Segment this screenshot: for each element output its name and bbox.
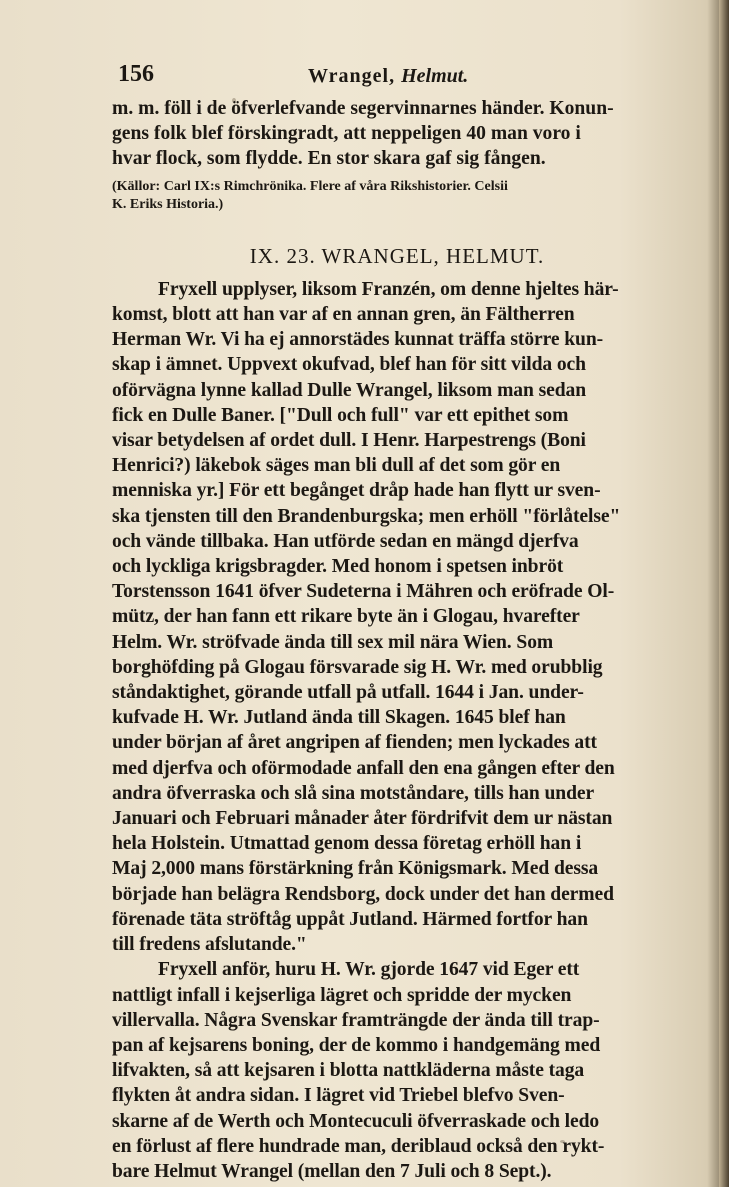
- text-line: mütz, der han fann ett rikare byte än i Glogau, hvarefter: [112, 606, 580, 628]
- text-line: Fryxell anför, huru H. Wr. gjorde 1647 vid Eger ett: [158, 959, 580, 981]
- source-line: (Källor: Carl IX:s Rimchrönika. Flere af våra Rikshistorier. Celsii: [112, 178, 508, 194]
- sources-note: [112, 178, 682, 214]
- text-line: Fryxell upplyser, liksom Franzén, om denne hjeltes här-: [158, 278, 619, 300]
- text-line: pan af kejsarens boning, der de kommo i handgemäng med: [112, 1034, 601, 1056]
- chapter-heading: IX. 23. WRANGEL, HELMUT.: [249, 243, 545, 268]
- text-line: oförvägna lynne kallad Dulle Wrangel, liksom man sedan: [112, 379, 586, 401]
- text-line: ståndaktighet, görande utfall på utfall. 1644 i Jan. under-: [112, 682, 584, 704]
- page-text: [112, 62, 682, 1184]
- text-line: skap i ämnet. Uppvext okufvad, blef han för sitt vilda och: [112, 354, 586, 376]
- running-title: [308, 64, 468, 89]
- running-header: [112, 62, 682, 96]
- text-line: under början af året angripen af fienden; men lyckades att: [112, 732, 597, 754]
- text-line: förenade täta ströftåg uppåt Jutland. Härmed fortfor han: [112, 908, 588, 930]
- page-edge: [719, 0, 729, 1187]
- text-line: menniska yr.] För ett begånget dråp hade han flytt ur sven-: [112, 480, 601, 502]
- paragraph-1: [112, 277, 682, 957]
- text-line: Maj 2,000 mans förstärkning från Königsmark. Med dessa: [112, 858, 599, 880]
- text-line: villervalla. Några Svenskar framträngde der ända till trap-: [112, 1009, 600, 1031]
- text-line: borghöfding på Glogau försvarade sig H. Wr. med orubblig: [112, 656, 603, 678]
- text-line: Januari och Februari månader åter fördrifvit dem ur nästan: [112, 808, 613, 830]
- text-line: kufvade H. Wr. Jutland ända till Skagen. 1645 blef han: [112, 707, 566, 729]
- text-line: och lyckliga krigsbragder. Med honom i spetsen inbröt: [112, 556, 564, 578]
- text-line: fick en Dulle Baner. ["Dull och full" var ett epithet som: [112, 404, 569, 426]
- text-line: till fredens afslutande.": [112, 934, 307, 956]
- text-line: komst, blott att han var af en annan gren, än Fältherren: [112, 304, 575, 326]
- text-line: visar betydelsen af ordet dull. I Henr. Harpestrengs (Boni: [112, 430, 586, 452]
- paragraph-2: [112, 957, 682, 1184]
- text-line: Helm. Wr. ströfvade ända till sex mil nära Wien. Som: [112, 631, 554, 653]
- text-line: andra öfverraska och slå sina motståndare, tills han under: [112, 782, 595, 804]
- text-line: och vände tillbaka. Han utförde sedan en mängd djerfva: [112, 530, 579, 552]
- text-line: lifvakten, så att kejsaren i blotta nattkläderna måste taga: [112, 1060, 585, 1082]
- text-line: hela Holstein. Utmattad genom dessa företag erhöll han i: [112, 833, 582, 855]
- text-line: började han belägra Rendsborg, dock under det han dermed: [112, 883, 614, 905]
- text-line: Torstensson 1641 öfver Sudeterna i Mähren och eröfrade Ol-: [112, 581, 615, 603]
- running-title-italic: Helmut.: [401, 65, 469, 87]
- running-title-name: Wrangel,: [308, 65, 396, 87]
- text-line: flykten åt andra sidan. I lägret vid Triebel blefvo Sven-: [112, 1085, 565, 1107]
- text-line: ska tjensten till den Brandenburgska; men erhöll "förlåtelse": [112, 505, 621, 527]
- text-line: m. m. föll i de öfverlefvande segervinnarnes händer. Konun-: [112, 98, 614, 119]
- text-line: en förlust af flere hundrade man, deriblaud också den rykt-: [112, 1135, 605, 1157]
- text-line: hvar flock, som flydde. En stor skara gaf sig fången.: [112, 148, 546, 170]
- text-line: skarne af de Werth och Montecuculi öfverraskade och ledo: [112, 1110, 600, 1132]
- text-line: nattligt infall i kejserliga lägret och spridde der mycken: [112, 984, 572, 1006]
- source-line: K. Eriks Historia.): [112, 196, 224, 212]
- text-line: gens folk blef förskingradt, att neppeligen 40 man voro i: [112, 123, 581, 145]
- page-number: 156: [118, 61, 154, 87]
- text-line: med djerfva och oförmodade anfall den ena gången efter den: [112, 757, 615, 779]
- text-line: Henrici?) läkebok säges man bli dull af det som gör en: [112, 455, 561, 477]
- text-line: bare Helmut Wrangel (mellan den 7 Juli och 8 Sept.).: [112, 1160, 552, 1182]
- text-line: Herman Wr. Vi ha ej annorstädes kunnat träffa större kun-: [112, 329, 604, 351]
- opening-paragraph: [112, 96, 682, 172]
